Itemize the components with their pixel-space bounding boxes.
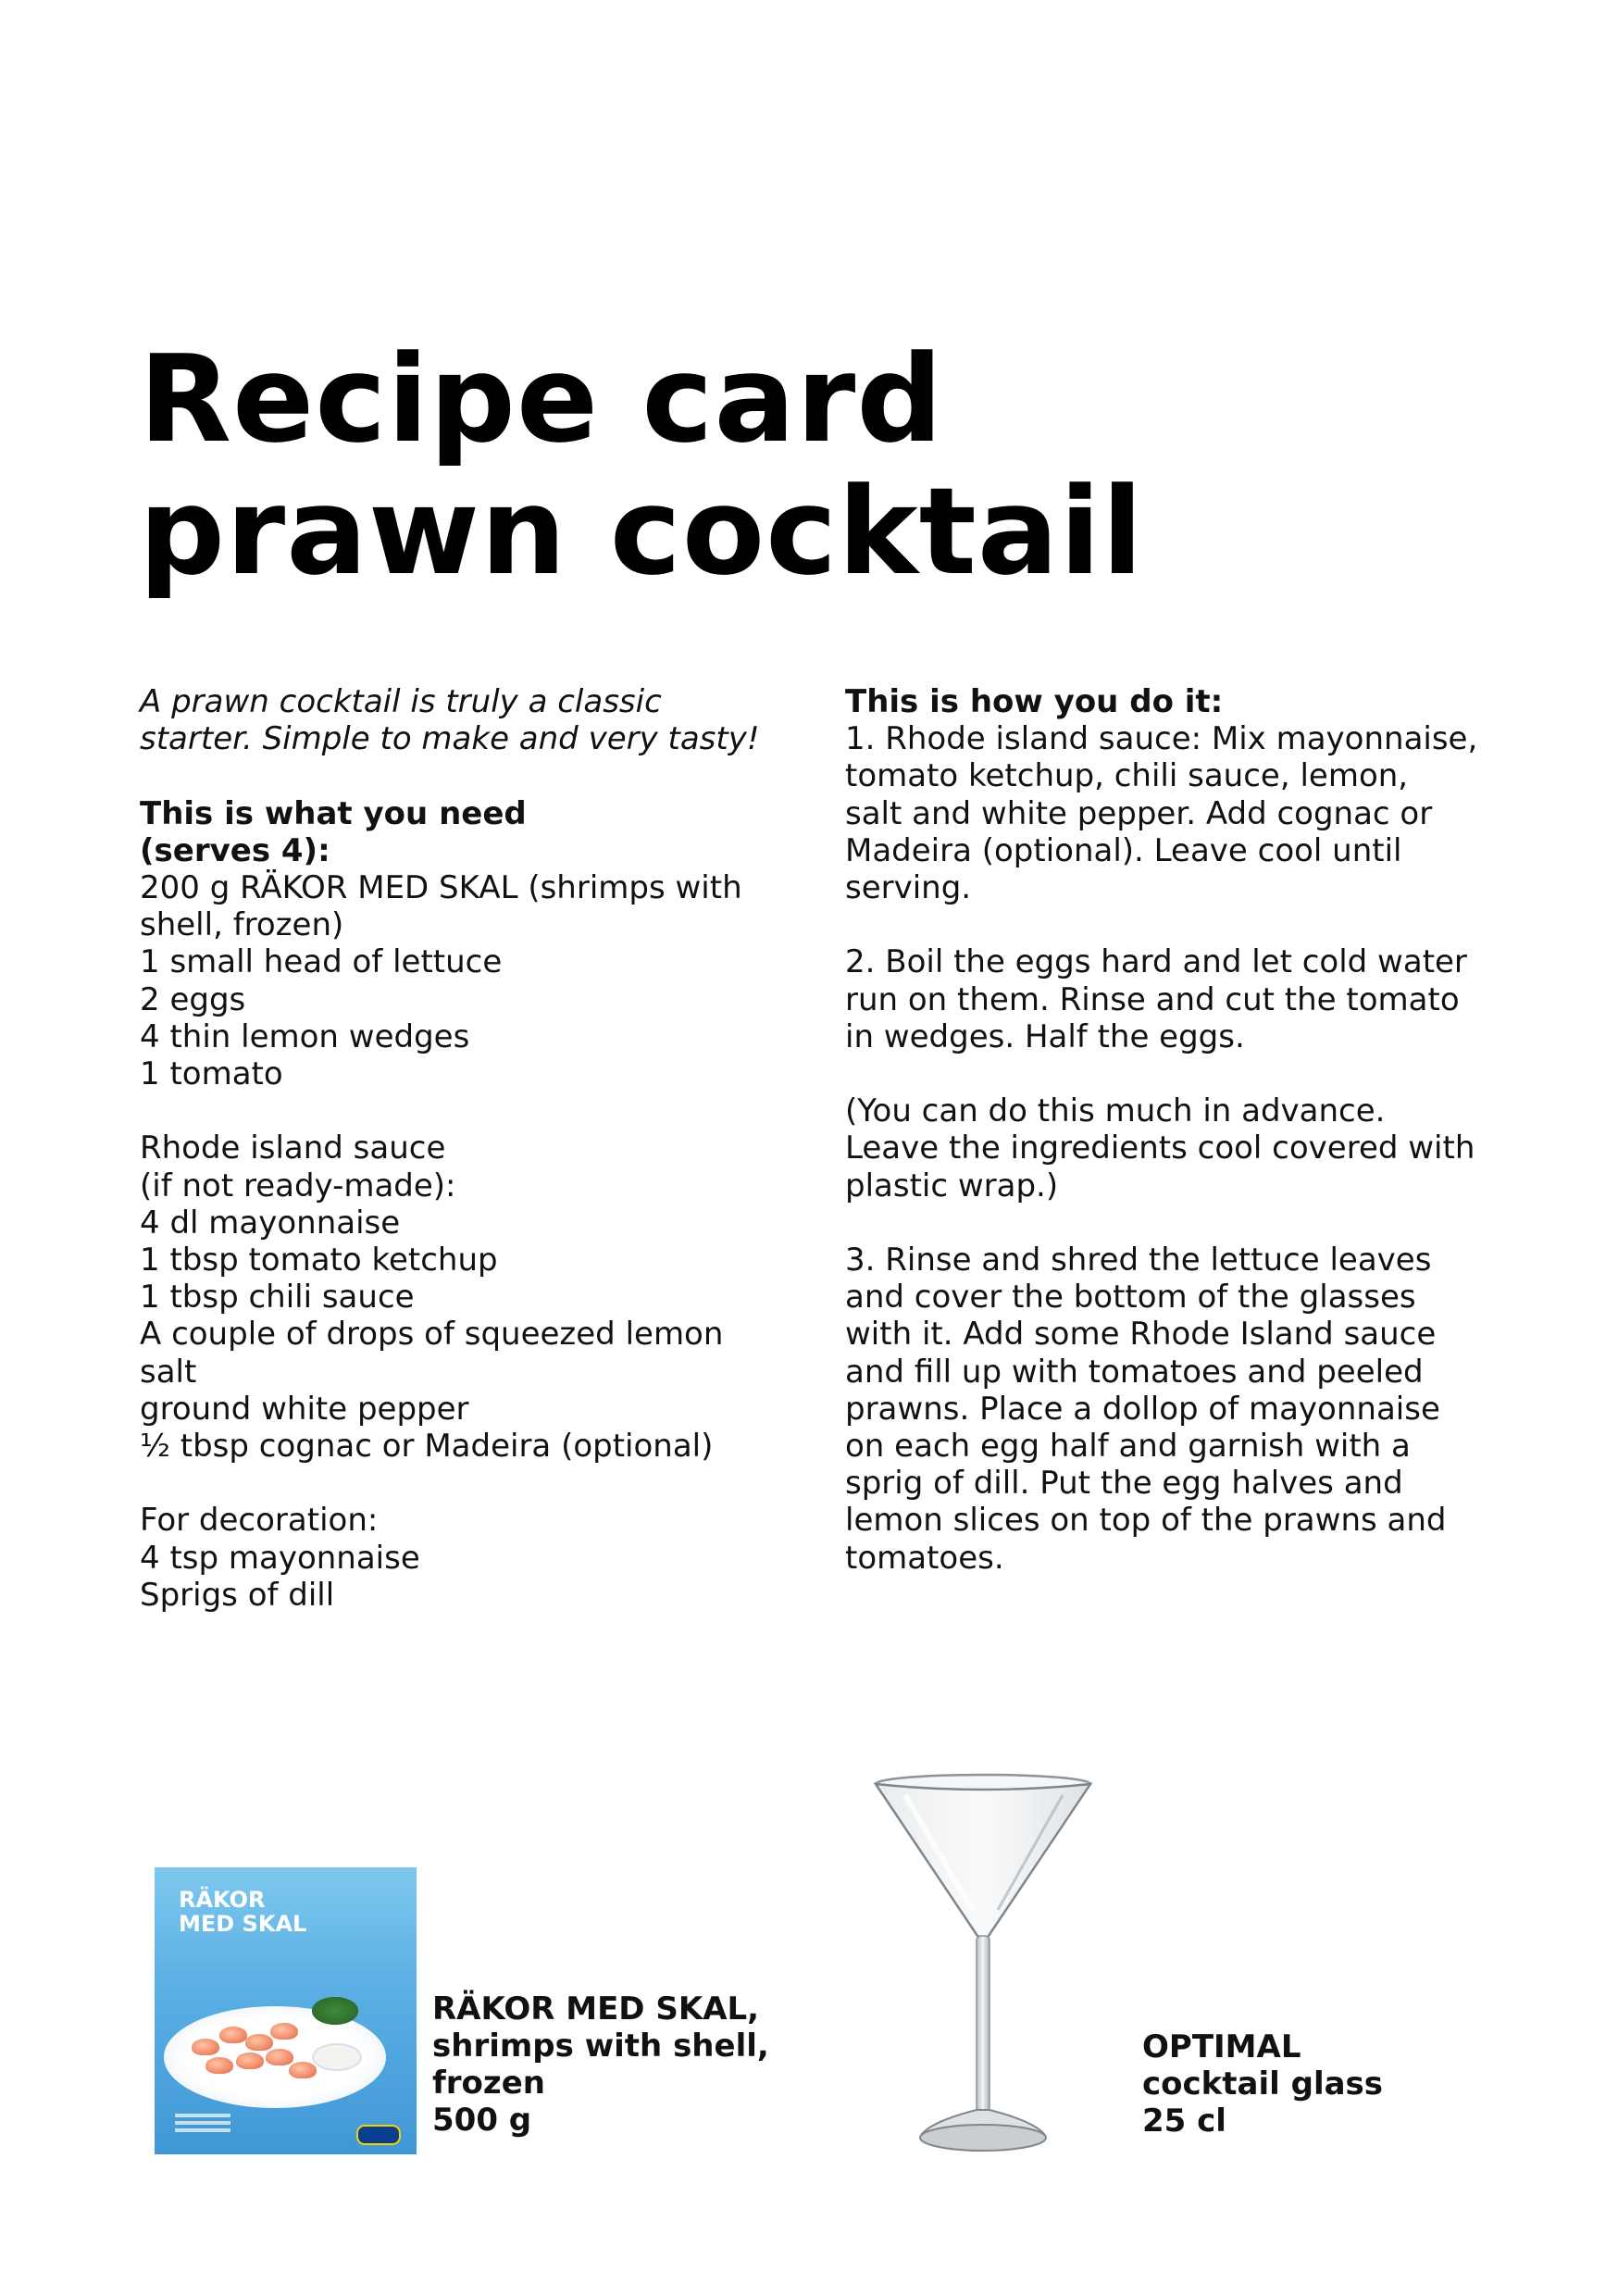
ingredients-column — [140, 683, 843, 1614]
method-heading: This is how you do it: — [845, 683, 1224, 720]
package-fine-print — [175, 2114, 230, 2117]
spacer — [845, 1055, 1549, 1092]
package-label — [179, 1888, 306, 1936]
sauce-item: 4 dl mayonnaise — [140, 1204, 401, 1242]
sauce-item: (if not ready-made): — [140, 1167, 456, 1204]
method-step-3-line: sprig of dill. Put the egg halves and — [845, 1465, 1403, 1503]
ingredient-item: 1 small head of lettuce — [140, 943, 503, 981]
ingredients-heading-1: This is what you need — [140, 794, 527, 832]
method-note-line: plastic wrap.) — [845, 1167, 1059, 1204]
method-step-2-line: in wedges. Half the eggs. — [845, 1017, 1245, 1055]
method-step-1-line: 1. Rhode island sauce: Mix mayonnaise, — [845, 720, 1478, 758]
method-step-3-line: and cover the bottom of the glasses — [845, 1279, 1416, 1316]
decoration-item: 4 tsp mayonnaise — [140, 1539, 420, 1577]
spacer — [845, 906, 1549, 943]
shrimp-caption-line: RÄKOR MED SKAL, — [432, 1990, 760, 2028]
method-step-2-line: 2. Boil the eggs hard and let cold water — [845, 943, 1467, 981]
dip-bowl-shape — [312, 2043, 362, 2071]
method-step-3-line: tomatoes. — [845, 1539, 1004, 1577]
glass-bowl — [876, 1784, 1090, 1940]
glass-foot-base — [920, 2125, 1046, 2151]
prawn-shape — [236, 2053, 264, 2069]
shrimp-package-image — [155, 1867, 417, 2154]
shrimp-caption-line: frozen — [432, 2065, 545, 2102]
decoration-item: Sprigs of dill — [140, 1576, 335, 1614]
decoration-item: For decoration: — [140, 1502, 379, 1540]
prawn-shape — [192, 2039, 219, 2055]
method-step-3-line: prawns. Place a dollop of mayonnaise — [845, 1390, 1440, 1428]
method-step-3-line: 3. Rinse and shred the lettuce leaves — [845, 1242, 1432, 1279]
package-label-line-2: MED SKAL — [179, 1911, 307, 1937]
spacer — [140, 1465, 843, 1502]
glass-stem — [977, 1936, 989, 2112]
ingredient-item: 4 thin lemon wedges — [140, 1017, 470, 1055]
sauce-item: 1 tbsp chili sauce — [140, 1279, 415, 1316]
method-step-3-line: with it. Add some Rhode Island sauce — [845, 1316, 1437, 1354]
ingredient-item: 1 tomato — [140, 1055, 283, 1093]
glass-caption — [1142, 2028, 1383, 2140]
prawn-shape — [270, 2023, 298, 2040]
title-line-2: prawn cocktail — [139, 461, 1144, 602]
method-column — [845, 683, 1549, 1577]
prawn-shape — [266, 2049, 293, 2065]
glass-caption-line: 25 cl — [1142, 2103, 1226, 2140]
method-step-1-line: tomato ketchup, chili sauce, lemon, — [845, 757, 1409, 795]
method-step-3-line: and fill up with tomatoes and peeled — [845, 1353, 1424, 1391]
prawn-shape — [289, 2062, 317, 2078]
method-note-line: Leave the ingredients cool covered with — [845, 1129, 1475, 1167]
ingredient-item: 200 g RÄKOR MED SKAL (shrimps with — [140, 869, 742, 906]
title-line-1: Recipe card — [139, 329, 944, 469]
shrimp-caption-line: shrimps with shell, — [432, 2028, 769, 2065]
sauce-item: ground white pepper — [140, 1390, 469, 1428]
sauce-item: A couple of drops of squeezed lemon — [140, 1316, 724, 1354]
method-step-3-line: on each egg half and garnish with a — [845, 1428, 1411, 1466]
cocktail-glass-image — [868, 1771, 1098, 2160]
method-step-2-line: run on them. Rinse and cut the tomato — [845, 980, 1460, 1018]
sauce-item: salt — [140, 1353, 197, 1391]
dill-shape — [312, 1997, 358, 2025]
prawn-shape — [219, 2027, 247, 2043]
method-step-3-line: lemon slices on top of the prawns and — [845, 1502, 1447, 1540]
prawn-shape — [205, 2057, 233, 2074]
intro-line-1: A prawn cocktail is truly a classic — [140, 683, 662, 720]
ingredient-item: shell, frozen) — [140, 906, 344, 944]
page-title — [139, 329, 1144, 602]
brand-logo-icon — [356, 2125, 401, 2145]
spacer — [140, 1092, 843, 1129]
spacer — [140, 757, 843, 794]
method-note-line: (You can do this much in advance. — [845, 1092, 1386, 1130]
spacer — [845, 1204, 1549, 1242]
sauce-item: ½ tbsp cognac or Madeira (optional) — [140, 1428, 714, 1466]
shrimp-caption — [432, 1990, 769, 2139]
package-label-line-1: RÄKOR — [179, 1887, 266, 1913]
sauce-item: 1 tbsp tomato ketchup — [140, 1242, 498, 1279]
glass-caption-line: OPTIMAL — [1142, 2028, 1301, 2065]
glass-caption-line: cocktail glass — [1142, 2065, 1384, 2103]
ingredient-item: 2 eggs — [140, 980, 246, 1018]
intro-line-2: starter. Simple to make and very tasty! — [140, 720, 760, 758]
prawn-shape — [245, 2034, 273, 2051]
method-step-1-line: salt and white pepper. Add cognac or — [845, 794, 1433, 832]
sauce-item: Rhode island sauce — [140, 1129, 446, 1167]
shrimp-caption-line: 500 g — [432, 2102, 532, 2139]
method-step-1-line: serving. — [845, 869, 972, 907]
method-step-1-line: Madeira (optional). Leave cool until — [845, 831, 1402, 869]
ingredients-heading-2: (serves 4): — [140, 831, 330, 869]
